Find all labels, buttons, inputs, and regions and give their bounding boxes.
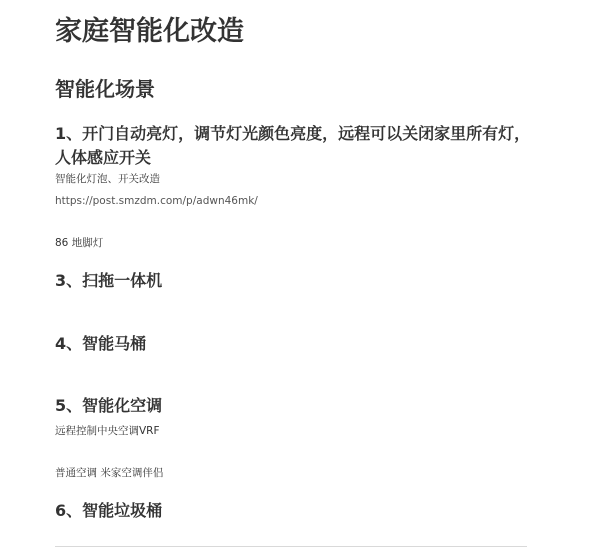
page-title: 家庭智能化改造 bbox=[55, 16, 244, 47]
heading-item-5: 5、智能化空调 bbox=[55, 396, 163, 415]
link-smzdm-post[interactable]: https://post.smzdm.com/p/adwn46mk/ bbox=[55, 195, 258, 207]
section-heading: 智能化场景 bbox=[55, 77, 155, 101]
note-smart-bulb-switch: 智能化灯泡、开关改造 bbox=[55, 173, 160, 185]
heading-item-1: 1、开门自动亮灯，调节灯光颜色亮度，远程可以关闭家里所有灯，人体感应开关 bbox=[55, 124, 531, 167]
heading-item-6: 6、智能垃圾桶 bbox=[55, 501, 163, 520]
heading-item-3: 3、扫拖一体机 bbox=[55, 271, 163, 290]
note-mijia-ac-companion: 普通空调 米家空调伴侣 bbox=[55, 467, 164, 479]
note-vrf-remote: 远程控制中央空调VRF bbox=[55, 425, 160, 437]
note-floor-light: 86 地脚灯 bbox=[55, 237, 104, 249]
heading-item-4: 4、智能马桶 bbox=[55, 334, 147, 353]
divider bbox=[55, 546, 527, 547]
